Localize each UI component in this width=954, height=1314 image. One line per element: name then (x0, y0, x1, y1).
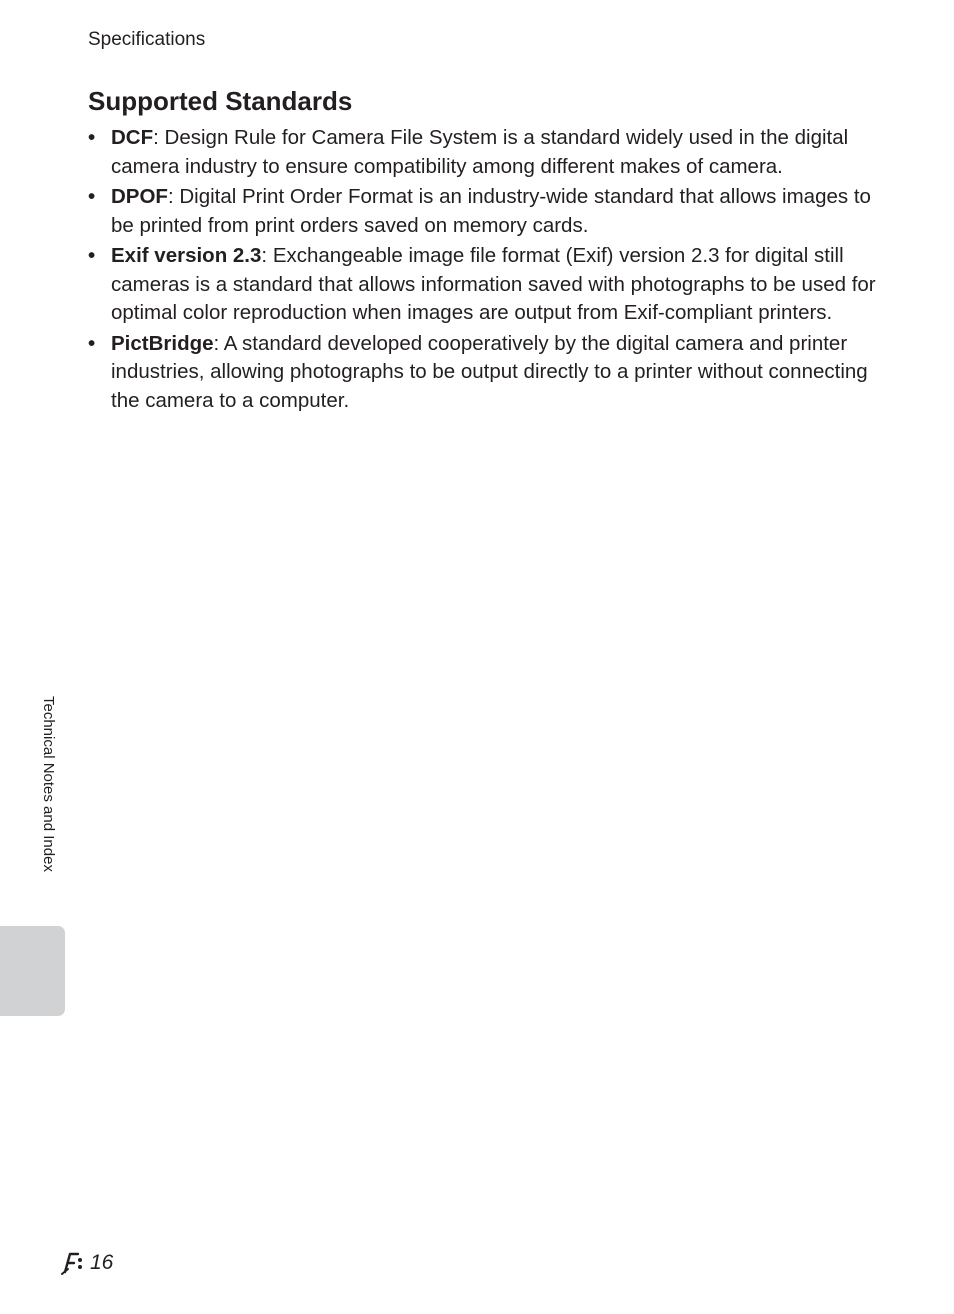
section-title: Supported Standards (88, 86, 353, 116)
bullet: • (88, 331, 96, 355)
standards-list (88, 124, 878, 417)
side-tab[interactable] (0, 926, 65, 1016)
description-pictbridge: : A standard developed cooperatively by the digital camera and printer industries, allowing photographs to be output directly to a printer without connecting the camera to a computer. (111, 331, 868, 412)
page-number (60, 1250, 113, 1276)
description-exif: : Exchangeable image file format (Exif) version 2.3 for digital still cameras is a standard that allows information saved with photographs to be used for optimal color reproduction when images are output from Exif-compliant printers. (111, 244, 876, 324)
side-tab-label: Technical Notes and Index (40, 696, 57, 872)
term-pictbridge: PictBridge (111, 331, 214, 355)
term-dpof: DPOF (111, 185, 168, 208)
running-header: Specifications (88, 29, 206, 50)
page-number-value: 16 (90, 1251, 114, 1274)
term-dcf: DCF (111, 126, 154, 149)
technical-notes-icon (60, 1250, 88, 1276)
description-dcf: : Design Rule for Camera File System is a standard widely used in the digital camera industry to ensure compatibility among different makes of camera. (111, 126, 849, 178)
bullet: • (88, 185, 96, 208)
list-item-dpof (88, 183, 878, 240)
description-dpof: : Digital Print Order Format is an industry-wide standard that allows images to be printed from print orders saved on memory cards. (111, 185, 871, 237)
bullet: • (88, 244, 96, 267)
list-item-pictbridge (88, 330, 878, 416)
list-item-exif (88, 242, 878, 328)
list-item-dcf (88, 124, 878, 181)
bullet: • (88, 126, 96, 149)
term-exif: Exif version 2.3 (111, 244, 262, 267)
